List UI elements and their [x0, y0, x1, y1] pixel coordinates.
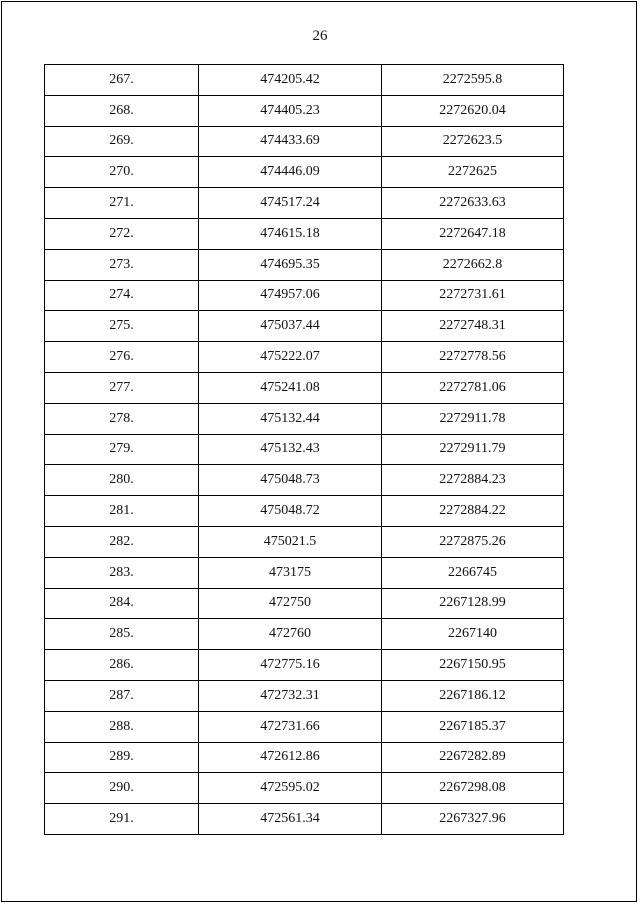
table-row — [45, 496, 564, 527]
point-number-cell: 273. — [45, 249, 199, 280]
table-row — [45, 95, 564, 126]
point-number-cell: 283. — [45, 557, 199, 588]
y-coordinate-cell: 2272778.56 — [382, 342, 564, 373]
table-row — [45, 403, 564, 434]
x-coordinate-cell: 472595.02 — [199, 773, 382, 804]
table-row — [45, 249, 564, 280]
point-number-cell: 267. — [45, 65, 199, 96]
x-coordinate-cell: 475048.73 — [199, 465, 382, 496]
point-number-cell: 284. — [45, 588, 199, 619]
point-number-cell: 272. — [45, 218, 199, 249]
point-number-cell: 270. — [45, 157, 199, 188]
x-coordinate-cell: 475021.5 — [199, 526, 382, 557]
point-number-cell: 281. — [45, 496, 199, 527]
y-coordinate-cell: 2267185.37 — [382, 711, 564, 742]
x-coordinate-cell: 475241.08 — [199, 372, 382, 403]
coordinates-table — [44, 64, 564, 835]
y-coordinate-cell: 2272911.78 — [382, 403, 564, 434]
y-coordinate-cell: 2272731.61 — [382, 280, 564, 311]
table-row — [45, 742, 564, 773]
table-row — [45, 588, 564, 619]
table-row — [45, 619, 564, 650]
table-row — [45, 218, 564, 249]
y-coordinate-cell: 2272748.31 — [382, 311, 564, 342]
x-coordinate-cell: 472731.66 — [199, 711, 382, 742]
coordinates-table-body — [45, 65, 564, 835]
point-number-cell: 289. — [45, 742, 199, 773]
table-row — [45, 434, 564, 465]
y-coordinate-cell: 2272884.22 — [382, 496, 564, 527]
y-coordinate-cell: 2267327.96 — [382, 804, 564, 835]
x-coordinate-cell: 474205.42 — [199, 65, 382, 96]
y-coordinate-cell: 2272911.79 — [382, 434, 564, 465]
y-coordinate-cell: 2272633.63 — [382, 188, 564, 219]
x-coordinate-cell: 472750 — [199, 588, 382, 619]
x-coordinate-cell: 472732.31 — [199, 680, 382, 711]
x-coordinate-cell: 472561.34 — [199, 804, 382, 835]
y-coordinate-cell: 2272647.18 — [382, 218, 564, 249]
y-coordinate-cell: 2272623.5 — [382, 126, 564, 157]
point-number-cell: 278. — [45, 403, 199, 434]
point-number-cell: 286. — [45, 650, 199, 681]
point-number-cell: 280. — [45, 465, 199, 496]
y-coordinate-cell: 2272595.8 — [382, 65, 564, 96]
table-row — [45, 526, 564, 557]
table-row — [45, 465, 564, 496]
table-row — [45, 711, 564, 742]
point-number-cell: 269. — [45, 126, 199, 157]
x-coordinate-cell: 475037.44 — [199, 311, 382, 342]
x-coordinate-cell: 474446.09 — [199, 157, 382, 188]
point-number-cell: 288. — [45, 711, 199, 742]
point-number-cell: 287. — [45, 680, 199, 711]
y-coordinate-cell: 2267150.95 — [382, 650, 564, 681]
y-coordinate-cell: 2267140 — [382, 619, 564, 650]
point-number-cell: 268. — [45, 95, 199, 126]
table-row — [45, 188, 564, 219]
point-number-cell: 291. — [45, 804, 199, 835]
y-coordinate-cell: 2272625 — [382, 157, 564, 188]
point-number-cell: 285. — [45, 619, 199, 650]
y-coordinate-cell: 2266745 — [382, 557, 564, 588]
table-row — [45, 342, 564, 373]
table-row — [45, 126, 564, 157]
y-coordinate-cell: 2272875.26 — [382, 526, 564, 557]
x-coordinate-cell: 475132.43 — [199, 434, 382, 465]
table-row — [45, 557, 564, 588]
page-number: 26 — [312, 28, 328, 44]
x-coordinate-cell: 475132.44 — [199, 403, 382, 434]
point-number-cell: 271. — [45, 188, 199, 219]
table-row — [45, 65, 564, 96]
table-row — [45, 650, 564, 681]
point-number-cell: 275. — [45, 311, 199, 342]
point-number-cell: 276. — [45, 342, 199, 373]
x-coordinate-cell: 474517.24 — [199, 188, 382, 219]
table-row — [45, 372, 564, 403]
table-row — [45, 773, 564, 804]
y-coordinate-cell: 2267298.08 — [382, 773, 564, 804]
x-coordinate-cell: 474957.06 — [199, 280, 382, 311]
y-coordinate-cell: 2272781.06 — [382, 372, 564, 403]
table-row — [45, 311, 564, 342]
table-row — [45, 280, 564, 311]
point-number-cell: 277. — [45, 372, 199, 403]
table-row — [45, 804, 564, 835]
x-coordinate-cell: 474433.69 — [199, 126, 382, 157]
table-row — [45, 680, 564, 711]
x-coordinate-cell: 472612.86 — [199, 742, 382, 773]
point-number-cell: 274. — [45, 280, 199, 311]
x-coordinate-cell: 474695.35 — [199, 249, 382, 280]
x-coordinate-cell: 472775.16 — [199, 650, 382, 681]
y-coordinate-cell: 2272884.23 — [382, 465, 564, 496]
point-number-cell: 279. — [45, 434, 199, 465]
x-coordinate-cell: 474615.18 — [199, 218, 382, 249]
table-row — [45, 157, 564, 188]
x-coordinate-cell: 473175 — [199, 557, 382, 588]
x-coordinate-cell: 474405.23 — [199, 95, 382, 126]
x-coordinate-cell: 472760 — [199, 619, 382, 650]
y-coordinate-cell: 2272662.8 — [382, 249, 564, 280]
point-number-cell: 290. — [45, 773, 199, 804]
y-coordinate-cell: 2267186.12 — [382, 680, 564, 711]
y-coordinate-cell: 2267282.89 — [382, 742, 564, 773]
point-number-cell: 282. — [45, 526, 199, 557]
y-coordinate-cell: 2272620.04 — [382, 95, 564, 126]
x-coordinate-cell: 475048.72 — [199, 496, 382, 527]
y-coordinate-cell: 2267128.99 — [382, 588, 564, 619]
x-coordinate-cell: 475222.07 — [199, 342, 382, 373]
